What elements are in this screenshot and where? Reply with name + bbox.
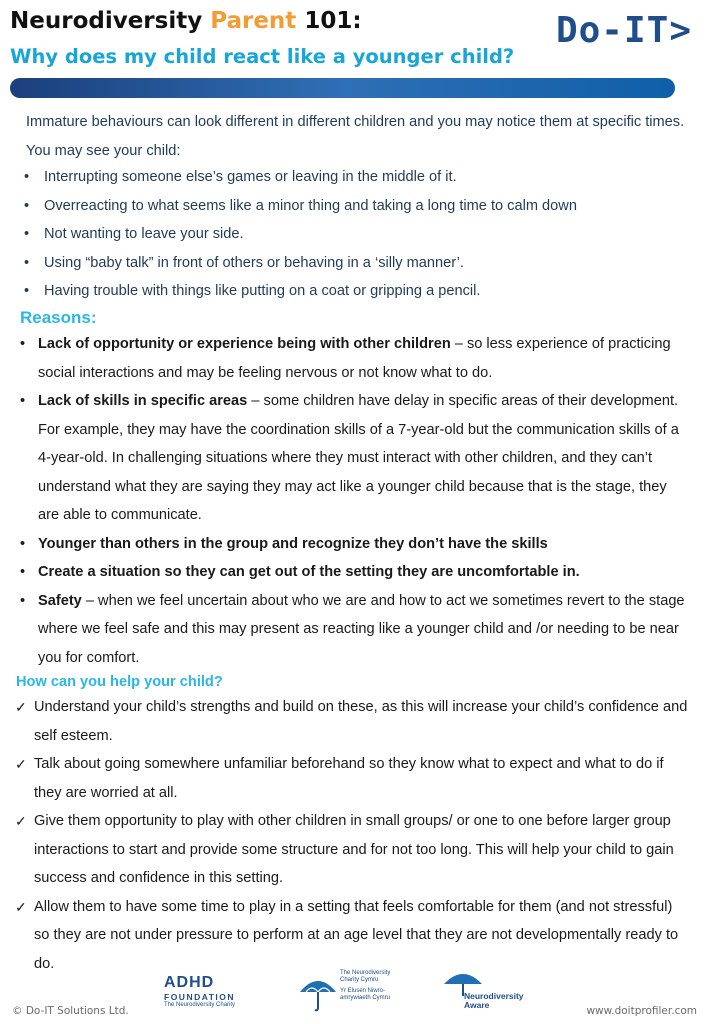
nda-logo-text: Neurodiversity Aware (464, 991, 524, 1010)
behaviour-list (22, 163, 682, 306)
list-item (18, 587, 690, 673)
reason-title: Younger than others in the group and recognize they don’t have the skills (38, 535, 548, 552)
do-it-logo: Do-IT> (555, 10, 692, 51)
header-banner (10, 78, 675, 98)
copyright: © Do-IT Solutions Ltd. (12, 1005, 129, 1017)
help-heading: How can you help your child? (16, 674, 223, 690)
list-item: • Interrupting someone else’s games or leaving in the middle of it. (22, 163, 682, 192)
reason-title: Lack of skills in specific areas (38, 393, 248, 409)
neurodiversity-charity-logo (298, 970, 408, 1016)
page-title (10, 8, 362, 34)
adhd-logo-main: ADHD (164, 974, 215, 991)
website-link[interactable]: www.doitprofiler.com (586, 1005, 697, 1017)
adhd-logo-tag: The Neurodiversity Charity (164, 1002, 236, 1008)
list-item: ✓ Give them opportunity to play with other children in small groups/ or one to one before larger group interactions to start and provide some structure and for not too long. This will help your child to gain success and confidence in this setting. (14, 807, 690, 893)
ndc-logo-welsh: Yr Elusen Niwro-amrywiaeth Cymru (340, 988, 391, 1001)
reason-text: – some children have delay in specific areas of their development. For example, they may have the coordination skills of a 7-year-old but the communication skills of a 4-year-old. In challenging situations where they must interact with other children, and they can’t understand what they are saying they may act like a younger child because that is the stage, they are able to communicate. (38, 393, 679, 523)
reason-title: Lack of opportunity or experience being with other children (38, 336, 451, 352)
list-item: • Not wanting to leave your side. (22, 220, 682, 249)
adhd-logo-sub: FOUNDATION (164, 992, 236, 1002)
help-list (14, 693, 690, 978)
reasons-heading: Reasons: (20, 308, 97, 327)
list-item (18, 558, 690, 587)
list-item (18, 330, 690, 387)
title-accent: Parent (210, 8, 297, 34)
list-item: ✓ Understand your child’s strengths and build on these, as this will increase your child’s confidence and self esteem. (14, 693, 690, 750)
reason-text: – when we feel uncertain about who we are and how to act we sometimes revert to the stage where we feel safe and this may present as reacting like a younger child and /or needing to be near you for comfort. (38, 592, 685, 666)
reason-title: Safety (38, 592, 82, 609)
reason-text: – so less experience of practicing social interactions and may be feeling nervous or not know what to do. (38, 336, 671, 381)
neurodiversity-aware-logo (442, 968, 538, 1012)
list-item: • Having trouble with things like putting on a coat or gripping a pencil. (22, 277, 682, 306)
title-suffix: 101: (304, 8, 362, 34)
intro-text: Immature behaviours can look different in different children and you may notice them at specific times. You may see your child: (26, 114, 685, 159)
ndc-logo-text: The Neurodiversity Charity Cymru (340, 970, 391, 983)
list-item (18, 387, 690, 530)
list-item: ✓ Talk about going somewhere unfamiliar beforehand so they know what to expect and what to do if they are worried at all. (14, 750, 690, 807)
title-prefix: Neurodiversity (10, 8, 203, 34)
list-item: • Using “baby talk” in front of others or behaving in a ‘silly manner’. (22, 249, 682, 278)
list-item: ✓ Allow them to have some time to play in a setting that feels comfortable for them (and not stressful) so they are not under pressure to perform at an age level that they are not developmentally ready to do. (14, 893, 690, 979)
adhd-foundation-logo (164, 974, 254, 1016)
list-item: • Overreacting to what seems like a minor thing and taking a long time to calm down (22, 192, 682, 221)
page-subtitle: Why does my child react like a younger child? (10, 45, 515, 68)
reason-title: Create a situation so they can get out of the setting they are uncomfortable in. (38, 564, 580, 580)
reasons-list (18, 330, 690, 672)
umbrella-icon (298, 972, 338, 1012)
list-item (18, 530, 690, 559)
